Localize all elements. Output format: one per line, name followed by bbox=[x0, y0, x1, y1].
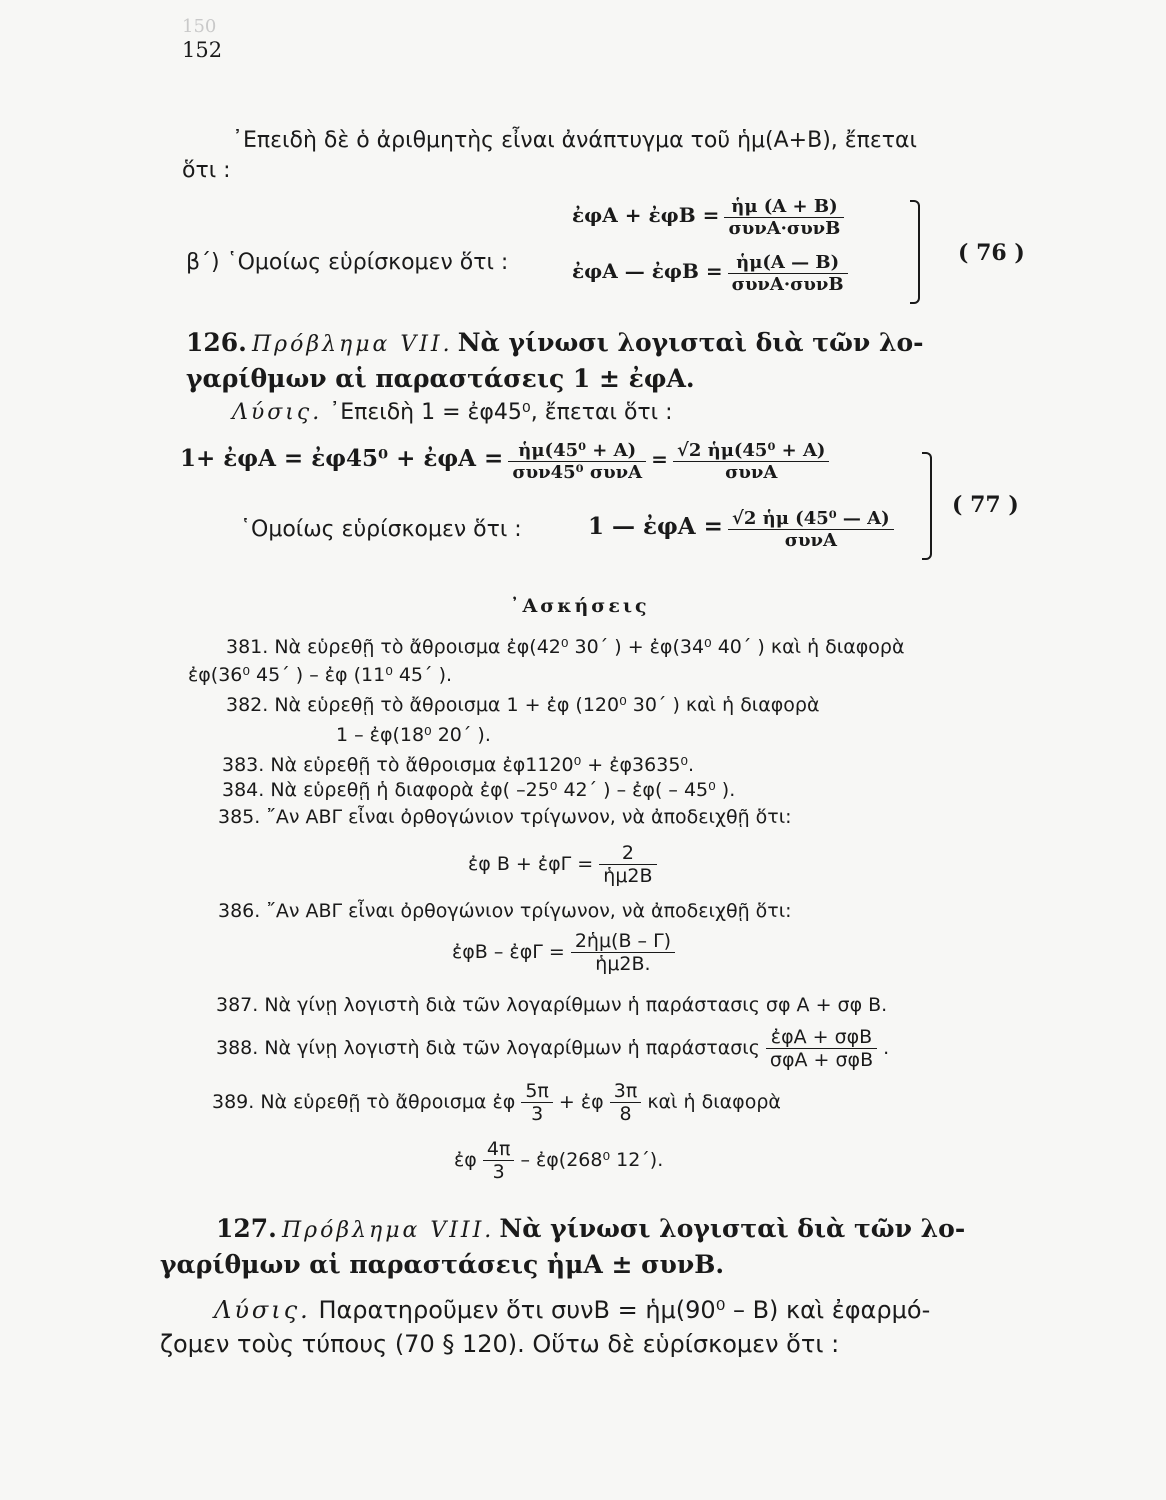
exercise-383: 383. Νὰ εὑρεθῇ τὸ ἄθροισμα ἐφ1120⁰ + ἐφ3635⁰. bbox=[222, 754, 695, 776]
exercise-389-den-1: 3 bbox=[531, 1103, 544, 1125]
exercise-385-formula bbox=[468, 842, 657, 887]
eq76-num-2: ἡμ(Α — Β) bbox=[728, 252, 848, 274]
exercise-385-num: 2 bbox=[599, 842, 656, 865]
problem-127-statement-2: γαρίθμων αἱ παραστάσεις ἡμΑ ± συνΒ. bbox=[160, 1250, 725, 1279]
problem-126-solution-text: ᾿Επειδὴ 1 = ἐφ45⁰, ἔπεται ὅτι : bbox=[329, 400, 673, 425]
eq76-label: β΄) ῾Ομοίως εὑρίσκομεν ὅτι : bbox=[186, 250, 509, 275]
exercise-381-line-1: 381. Νὰ εὑρεθῇ τὸ ἄθροισμα ἐφ(42⁰ 30΄ ) + ἐφ(34⁰ 40΄ ) καὶ ἡ διαφορὰ bbox=[226, 636, 905, 658]
problem-126-statement-1: Νὰ γίνωσι λογισταὶ διὰ τῶν λο- bbox=[457, 328, 924, 357]
exercise-386-den: ἡμ2Β. bbox=[595, 953, 651, 975]
exercise-389-num-2: 3π bbox=[610, 1080, 642, 1103]
intro-line-1: ᾿Επειδὴ δὲ ὁ ἀριθμητὴς εἶναι ἀνάπτυγμα τοῦ ἡμ(Α+Β), ἔπεται bbox=[232, 128, 917, 153]
eq77-lhs-1: 1+ ἐφΑ = ἐφ45⁰ + ἐφΑ = bbox=[180, 445, 504, 472]
exercise-385-fraction bbox=[599, 842, 656, 887]
eq77-den-1a: συν45⁰ συνΑ bbox=[512, 462, 643, 483]
exercise-389-den-3: 3 bbox=[492, 1161, 505, 1183]
eq77-fraction-1a bbox=[508, 440, 646, 483]
eq76-tag: ( 76 ) bbox=[958, 240, 1025, 266]
exercise-385-lhs: ἐφ Β + ἐφΓ = bbox=[468, 853, 594, 875]
problem-127-title: Πρόβλημα VIII. bbox=[281, 1218, 495, 1243]
eq76-fraction-2 bbox=[728, 252, 848, 295]
exercise-389-num-1: 5π bbox=[521, 1080, 553, 1103]
problem-126-title: Πρόβλημα VII. bbox=[251, 332, 453, 357]
eq76-line-1 bbox=[572, 196, 844, 239]
exercise-388-end: . bbox=[883, 1037, 890, 1059]
exercise-384: 384. Νὰ εὑρεθῇ ἡ διαφορὰ ἐφ( –25⁰ 42΄ ) – ἐφ( – 45⁰ ). bbox=[222, 779, 736, 801]
eq77-den-2: συνΑ bbox=[784, 530, 837, 551]
exercise-381-line-2: ἐφ(36⁰ 45΄ ) – ἐφ (11⁰ 45΄ ). bbox=[188, 664, 453, 686]
eq77-line-2 bbox=[588, 508, 894, 551]
eq76-den-1: συνΑ·συνΒ bbox=[728, 218, 841, 239]
exercise-386-formula bbox=[452, 930, 675, 975]
exercise-387: 387. Νὰ γίνῃ λογιστὴ διὰ τῶν λογαρίθμων ἡ παράστασις σφ Α + σφ Β. bbox=[216, 994, 888, 1016]
problem-126-statement-2: γαρίθμων αἱ παραστάσεις 1 ± ἐφΑ. bbox=[186, 364, 695, 393]
exercise-388-text: 388. Νὰ γίνῃ λογιστὴ διὰ τῶν λογαρίθμων ἡ παράστασις bbox=[216, 1037, 760, 1059]
exercises-heading: ᾿Ασκήσεις bbox=[510, 595, 650, 617]
eq76-brace bbox=[910, 200, 920, 304]
exercise-389-den-2: 8 bbox=[619, 1103, 632, 1125]
problem-127-solution-label: Λύσις. bbox=[214, 1296, 311, 1324]
eq76-line-2 bbox=[572, 252, 848, 295]
eq77-num-2: √2 ἡμ (45⁰ — Α) bbox=[728, 508, 894, 530]
exercise-385-den: ἡμ2Β bbox=[603, 865, 653, 887]
problem-126-solution bbox=[232, 400, 673, 425]
eq77-lhs-2: 1 — ἐφΑ = bbox=[588, 513, 723, 540]
exercise-389-fraction-1 bbox=[521, 1080, 553, 1125]
eq76-den-2: συνΑ·συνΒ bbox=[731, 274, 844, 295]
problem-127-solution-line-2: ζομεν τοὺς τύπους (70 § 120). Οὕτω δὲ εὑρίσκομεν ὅτι : bbox=[160, 1330, 840, 1358]
exercise-389-line-2 bbox=[454, 1138, 663, 1183]
eq77-tag: ( 77 ) bbox=[952, 492, 1019, 518]
problem-126-heading bbox=[186, 328, 924, 357]
exercise-386-lhs: ἐφΒ – ἐφΓ = bbox=[452, 941, 565, 963]
exercise-388 bbox=[216, 1026, 889, 1071]
exercise-389-line-1 bbox=[212, 1080, 781, 1125]
exercise-386-fraction bbox=[571, 930, 675, 975]
ghost-page-number: 150 bbox=[182, 16, 217, 37]
exercise-389-text: 389. Νὰ εὑρεθῇ τὸ ἄθροισμα ἐφ bbox=[212, 1091, 516, 1113]
problem-127-heading bbox=[216, 1214, 965, 1243]
exercise-385: 385. ῎Αν ΑΒΓ εἶναι ὀρθογώνιον τρίγωνον, νὰ ἀποδειχθῇ ὅτι: bbox=[218, 806, 792, 828]
problem-127-number: 127. bbox=[216, 1214, 277, 1243]
exercise-382-line-2: 1 – ἐφ(18⁰ 20΄ ). bbox=[336, 724, 491, 746]
exercise-388-fraction bbox=[766, 1026, 877, 1071]
exercise-382-line-1: 382. Νὰ εὑρεθῇ τὸ ἄθροισμα 1 + ἐφ (120⁰ 30΄ ) καὶ ἡ διαφορὰ bbox=[226, 694, 820, 716]
exercise-388-num: ἐφΑ + σφΒ bbox=[766, 1026, 877, 1049]
eq76-num-1: ἡμ (Α + Β) bbox=[724, 196, 844, 218]
problem-127-solution-line-1 bbox=[214, 1296, 930, 1324]
eq77-line-1 bbox=[180, 440, 829, 483]
exercise-389-fraction-3 bbox=[483, 1138, 515, 1183]
intro-line-2: ὅτι : bbox=[182, 158, 231, 183]
exercise-386-num: 2ἡμ(Β – Γ) bbox=[571, 930, 675, 953]
eq76-lhs-2: ἐφΑ — ἐφΒ = bbox=[572, 259, 723, 283]
eq77-brace bbox=[922, 452, 932, 560]
eq77-den-1b: συνΑ bbox=[725, 462, 778, 483]
problem-126-number: 126. bbox=[186, 328, 247, 357]
page-number: 152 bbox=[182, 38, 223, 62]
eq77-label-2: ῾Ομοίως εὑρίσκομεν ὅτι : bbox=[240, 517, 522, 542]
exercise-388-den: σφΑ + σφΒ bbox=[769, 1049, 874, 1071]
eq77-equals: = bbox=[651, 447, 668, 471]
eq76-lhs-1: ἐφΑ + ἐφΒ = bbox=[572, 203, 720, 227]
problem-127-solution-text: Παρατηροῦμεν ὅτι συνΒ = ἡμ(90⁰ – Β) καὶ ἐφαρμό- bbox=[318, 1296, 931, 1324]
exercise-389-tail: – ἐφ(268⁰ 12΄). bbox=[520, 1149, 664, 1171]
exercise-389-fraction-2 bbox=[610, 1080, 642, 1125]
exercise-389-num-3: 4π bbox=[483, 1138, 515, 1161]
exercise-389-pre: ἐφ bbox=[454, 1149, 477, 1171]
eq76-fraction-1 bbox=[724, 196, 844, 239]
exercise-386: 386. ῎Αν ΑΒΓ εἶναι ὀρθογώνιον τρίγωνον, νὰ ἀποδειχθῇ ὅτι: bbox=[218, 900, 792, 922]
problem-126-solution-label: Λύσις. bbox=[232, 400, 323, 425]
eq77-fraction-1b bbox=[673, 440, 829, 483]
eq77-fraction-2 bbox=[728, 508, 894, 551]
exercise-389-end: καὶ ἡ διαφορὰ bbox=[647, 1091, 781, 1113]
eq77-num-1b: √2 ἡμ(45⁰ + Α) bbox=[673, 440, 829, 462]
problem-127-statement-1: Νὰ γίνωσι λογισταὶ διὰ τῶν λο- bbox=[499, 1214, 966, 1243]
exercise-389-mid: + ἐφ bbox=[558, 1091, 604, 1113]
eq77-num-1a: ἡμ(45⁰ + Α) bbox=[508, 440, 646, 462]
